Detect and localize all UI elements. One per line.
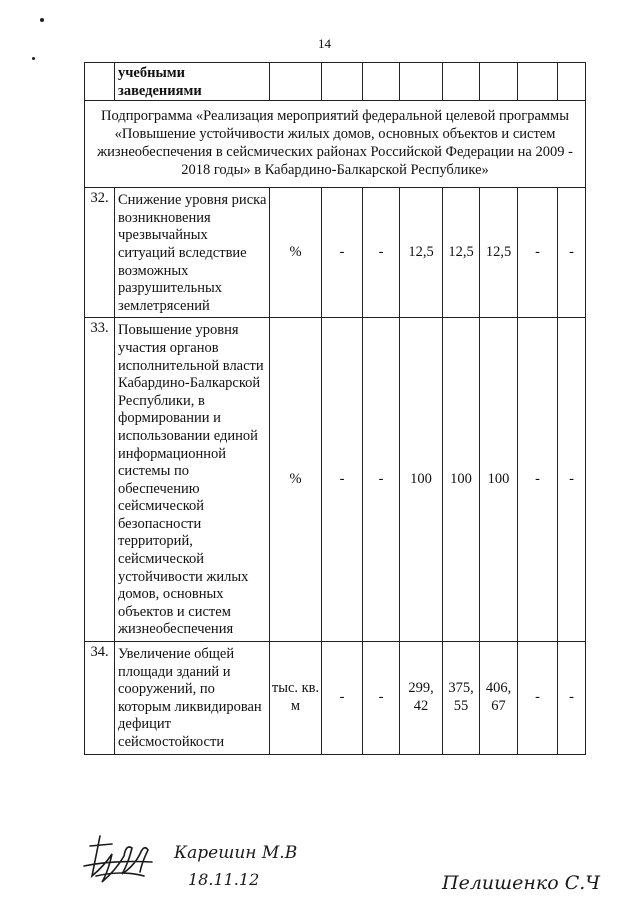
- value-cell: [480, 63, 518, 101]
- value-cell: [400, 63, 443, 101]
- value-cell: 12,5: [480, 188, 518, 318]
- value-cell: [322, 63, 363, 101]
- scan-mark: [40, 18, 44, 22]
- indicator-name: учебными заведениями: [115, 63, 270, 101]
- indicator-name: Снижение уровня риска возникновения чрезвычайных ситуаций вследствие возможных разрушительных землетрясений: [115, 188, 270, 318]
- value-cell: [558, 63, 586, 101]
- value-cell: 100: [400, 318, 443, 642]
- value-cell: [363, 63, 400, 101]
- value-cell: -: [322, 318, 363, 642]
- subprogram-header: Подпрограмма «Реализация мероприятий федеральной целевой программы «Повышение устойчивости жилых домов, основных объектов и систем жизнеобеспечения в сейсмических районах Российской Федерации на 2009 - 2018 годы» в Кабардино-Балкарской Республике»: [85, 101, 586, 188]
- value-cell: -: [558, 318, 586, 642]
- unit-cell: %: [270, 318, 322, 642]
- page-number: 14: [318, 36, 331, 51]
- scan-mark: [32, 57, 35, 60]
- row-number: 33.: [85, 318, 115, 642]
- value-cell: 12,5: [443, 188, 480, 318]
- signature-scribble: [82, 826, 162, 888]
- unit-cell: тыс. кв. м: [270, 642, 322, 755]
- value-cell: -: [322, 642, 363, 755]
- value-cell: 100: [480, 318, 518, 642]
- table-row: [85, 642, 586, 755]
- value-cell: -: [363, 188, 400, 318]
- value-cell: 406, 67: [480, 642, 518, 755]
- value-cell: -: [518, 188, 558, 318]
- value-cell: -: [363, 318, 400, 642]
- value-cell: -: [322, 188, 363, 318]
- indicator-name: Повышение уровня участия органов исполнительной власти Кабардино-Балкарской Республики, в формировании и использовании единой информационной системы по обеспечению сейсмической безопасности территорий, сейсмической устойчивости жилых домов, основных объектов и систем жизнеобеспечения: [115, 318, 270, 642]
- signature-left-name-text: Карешин М.В: [174, 843, 298, 863]
- value-cell: -: [518, 318, 558, 642]
- indicator-name: Увеличение общей площади зданий и сооружений, по которым ликвидирован дефицит сейсмостойкости: [115, 642, 270, 755]
- value-cell: -: [518, 642, 558, 755]
- indicators-table: [84, 62, 586, 755]
- signature-date-text: 18.11.12: [188, 870, 260, 889]
- value-cell: 375, 55: [443, 642, 480, 755]
- value-cell: -: [363, 642, 400, 755]
- unit-cell: [270, 63, 322, 101]
- value-cell: 299, 42: [400, 642, 443, 755]
- row-number: 34.: [85, 642, 115, 755]
- value-cell: [518, 63, 558, 101]
- value-cell: -: [558, 642, 586, 755]
- signature-date: [186, 868, 276, 892]
- unit-cell: %: [270, 188, 322, 318]
- row-number: 32.: [85, 188, 115, 318]
- signature-name-right: [440, 868, 630, 898]
- value-cell: 12,5: [400, 188, 443, 318]
- table-row-continued: [85, 63, 586, 101]
- table-row: [85, 318, 586, 642]
- signature-right-name-text: Пелишенко С.Ч: [442, 872, 600, 894]
- row-number: [85, 63, 115, 101]
- value-cell: [443, 63, 480, 101]
- value-cell: 100: [443, 318, 480, 642]
- signature-name-left: [170, 840, 320, 864]
- subprogram-header-row: [85, 101, 586, 188]
- table-row: [85, 188, 586, 318]
- value-cell: -: [558, 188, 586, 318]
